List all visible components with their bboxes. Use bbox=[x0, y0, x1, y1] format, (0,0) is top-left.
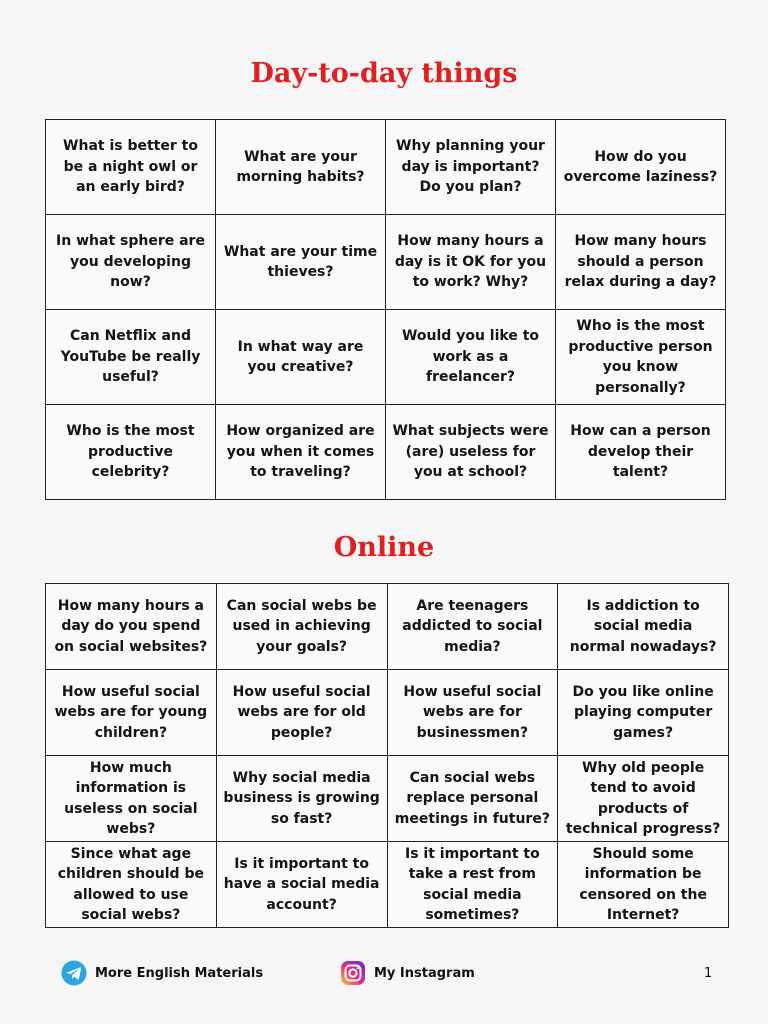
question-cell: How useful social webs are for old people? bbox=[216, 670, 387, 756]
question-cell: How useful social webs are for businessmen? bbox=[387, 670, 558, 756]
question-cell: How many hours a day is it OK for you to work? Why? bbox=[386, 215, 556, 310]
question-cell: What are your morning habits? bbox=[216, 120, 386, 215]
section-title-online: Online bbox=[333, 532, 435, 563]
telegram-icon bbox=[61, 960, 87, 986]
footer-telegram-label: More English Materials bbox=[95, 965, 264, 981]
section-title-day-to-day: Day-to-day things bbox=[250, 58, 518, 89]
question-table-day-to-day bbox=[45, 119, 726, 500]
footer-telegram-link[interactable] bbox=[61, 958, 263, 988]
question-cell: How useful social webs are for young children? bbox=[46, 670, 217, 756]
question-cell: Is addiction to social media normal nowadays? bbox=[558, 584, 729, 670]
question-cell: How do you overcome laziness? bbox=[556, 120, 726, 215]
page-number: 1 bbox=[704, 965, 713, 981]
instagram-icon bbox=[340, 960, 366, 986]
question-cell: Who is the most productive person you know personally? bbox=[556, 310, 726, 405]
question-cell: How much information is useless on social webs? bbox=[46, 756, 217, 842]
footer-instagram-label: My Instagram bbox=[374, 965, 475, 981]
question-cell: Why old people tend to avoid products of technical progress? bbox=[558, 756, 729, 842]
question-cell: Would you like to work as a freelancer? bbox=[386, 310, 556, 405]
question-cell: What is better to be a night owl or an early bird? bbox=[46, 120, 216, 215]
question-cell: How organized are you when it comes to traveling? bbox=[216, 405, 386, 500]
question-cell: Can social webs replace personal meetings in future? bbox=[387, 756, 558, 842]
question-table-online bbox=[45, 583, 729, 928]
table-row bbox=[46, 215, 726, 310]
question-cell: Can Netflix and YouTube be really useful? bbox=[46, 310, 216, 405]
question-cell: Are teenagers addicted to social media? bbox=[387, 584, 558, 670]
question-cell: What are your time thieves? bbox=[216, 215, 386, 310]
table-row bbox=[46, 756, 729, 842]
question-cell: How can a person develop their talent? bbox=[556, 405, 726, 500]
question-cell: Should some information be censored on the Internet? bbox=[558, 842, 729, 928]
question-cell: Why planning your day is important? Do you plan? bbox=[386, 120, 556, 215]
question-cell: Why social media business is growing so fast? bbox=[216, 756, 387, 842]
table-row bbox=[46, 670, 729, 756]
table-row bbox=[46, 405, 726, 500]
question-cell: How many hours should a person relax during a day? bbox=[556, 215, 726, 310]
table-row bbox=[46, 310, 726, 405]
question-cell: Since what age children should be allowed to use social webs? bbox=[46, 842, 217, 928]
question-cell: Is it important to take a rest from social media sometimes? bbox=[387, 842, 558, 928]
question-cell: Do you like online playing computer games? bbox=[558, 670, 729, 756]
table-row bbox=[46, 120, 726, 215]
question-cell: Who is the most productive celebrity? bbox=[46, 405, 216, 500]
question-cell: How many hours a day do you spend on social websites? bbox=[46, 584, 217, 670]
question-cell: In what sphere are you developing now? bbox=[46, 215, 216, 310]
question-cell: What subjects were (are) useless for you at school? bbox=[386, 405, 556, 500]
question-cell: In what way are you creative? bbox=[216, 310, 386, 405]
table-row bbox=[46, 584, 729, 670]
question-cell: Can social webs be used in achieving your goals? bbox=[216, 584, 387, 670]
question-cell: Is it important to have a social media account? bbox=[216, 842, 387, 928]
footer-instagram-link[interactable] bbox=[340, 958, 475, 988]
table-row bbox=[46, 842, 729, 928]
